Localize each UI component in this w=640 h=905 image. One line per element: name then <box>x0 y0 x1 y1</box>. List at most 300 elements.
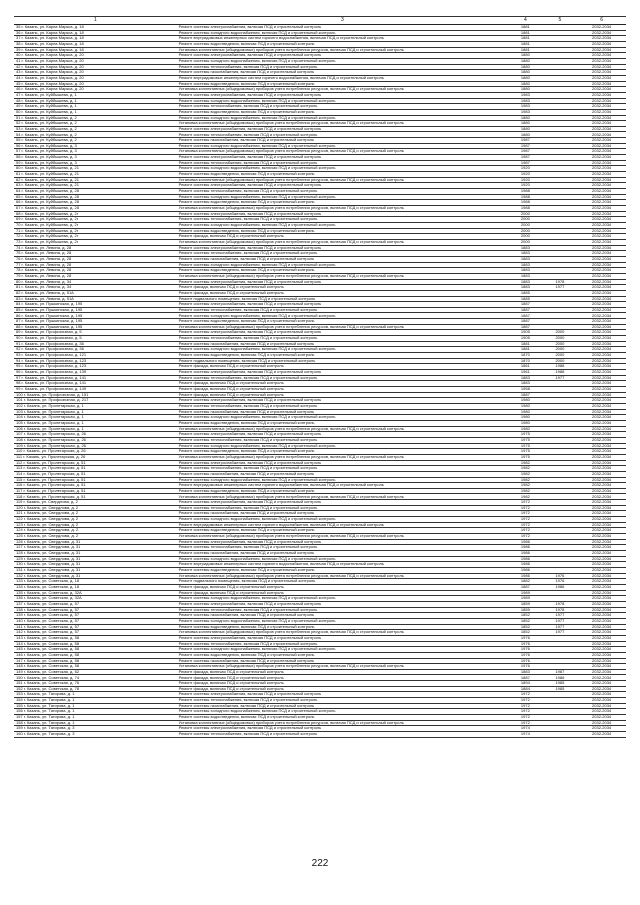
row-year-built: 1883 <box>508 273 543 279</box>
row-address: 77 г. Казань, ул. Левина, д. 28 <box>14 262 177 268</box>
column-number-row <box>14 17 626 25</box>
row-year-built: 1988 <box>508 206 543 212</box>
row-period: 2032-2034 <box>577 392 626 398</box>
row-address: 103 г. Казань, ул. Пролетарская, д. 1 <box>14 409 177 415</box>
row-year-built: 1982 <box>508 488 543 494</box>
row-address: 55 г. Казань, ул. Куйбышева, д. 2 <box>14 138 177 144</box>
row-address: 97 г. Казань, ул. Профсоюзная, д. 141 <box>14 375 177 381</box>
row-work-type: Ремонт системы электроснабжения, включая ПСД и строительный контроль <box>177 211 508 217</box>
row-period: 2032-2034 <box>577 104 626 110</box>
row-address: 150 г. Казань, ул. Советская, д. 74 <box>14 675 177 681</box>
row-address: 108 г. Казань, ул. Пролетарская, д. 26 <box>14 437 177 443</box>
row-work-type: Установка коллективных (общедомовых) приборов учета потребления ресурсов, включая ПСД и строительный контроль <box>177 454 508 460</box>
row-address: 45 г. Казань, ул. Карла Маркса, д. 20 <box>14 81 177 87</box>
row-year-built: 1972 <box>508 528 543 534</box>
row-year-built: 1883 <box>508 245 543 251</box>
row-period: 2032-2034 <box>577 172 626 178</box>
row-work-type: Ремонт системы холодного водоснабжения, включая ПСД и строительный контроль <box>177 194 508 200</box>
row-year-built: 1983 <box>508 104 543 110</box>
row-work-type: Ремонт системы холодного водоснабжения, включая ПСД и строительный контроль <box>177 166 508 172</box>
row-year-built: 1859 <box>508 601 543 607</box>
row-year-built: 1880 <box>508 87 543 93</box>
row-address: 110 г. Казань, ул. Пролетарская, д. 26 <box>14 449 177 455</box>
row-address: 160 г. Казань, ул. Тагирова, д. 3 <box>14 732 177 738</box>
row-work-type: Установка коллективных (общедомовых) приборов учета потребления ресурсов, включая ПСД и строительный контроль <box>177 87 508 93</box>
row-period: 2032-2034 <box>577 601 626 607</box>
row-address: 107 г. Казань, ул. Пролетарская, д. 26 <box>14 432 177 438</box>
row-work-type: Ремонт системы водоотведения, включая ПСД и строительный контроль <box>177 488 508 494</box>
row-address: 157 г. Казань, ул. Тагирова, д. 1 <box>14 715 177 721</box>
row-year-built: 1887 <box>508 319 543 325</box>
row-overhaul-year: 2000 <box>543 353 578 359</box>
row-work-type: Ремонт фасада, включая ПСД и строительный контроль <box>177 590 508 596</box>
row-year-built: 1975 <box>508 443 543 449</box>
row-year-built: 1958 <box>508 387 543 393</box>
row-work-type: Ремонт системы теплоснабжения, включая ПСД и строительный контроль <box>177 545 508 551</box>
row-year-built: 1880 <box>508 81 543 87</box>
row-year-built: 1883 <box>508 256 543 262</box>
row-year-built: 1987 <box>508 143 543 149</box>
row-work-type: Ремонт системы электроснабжения, включая ПСД и строительный контроль <box>177 398 508 404</box>
row-work-type: Ремонт системы газоснабжения, включая ПСД и строительный контроль <box>177 613 508 619</box>
row-address: 70 г. Казань, ул. Куйбышева, д. 2г <box>14 222 177 228</box>
row-year-built: 1887 <box>508 584 543 590</box>
row-year-built: 1972 <box>508 511 543 517</box>
row-address: 59 г. Казань, ул. Куйбышева, д. 3 <box>14 160 177 166</box>
row-address: 122 г. Казань, ул. Свердлова, д. 2 <box>14 517 177 523</box>
row-year-built: 1881 <box>508 36 543 42</box>
row-work-type: Ремонт системы электроснабжения, включая ПСД и строительный контроль <box>177 126 508 132</box>
row-year-built: 1982 <box>508 460 543 466</box>
row-year-built: 1880 <box>508 115 543 121</box>
row-period: 2032-2034 <box>577 245 626 251</box>
row-period: 2032-2034 <box>577 505 626 511</box>
row-year-built: 1881 <box>508 341 543 347</box>
row-address: 139 г. Казань, ул. Советская, д. 57 <box>14 613 177 619</box>
row-work-type: Установка коллективных (общедомовых) приборов учета потребления ресурсов, включая ПСД и строительный контроль <box>177 206 508 212</box>
row-address: 48 г. Казань, ул. Куйбышева, д. 1 <box>14 98 177 104</box>
row-work-type: Ремонт внутридомовых инженерных систем горячего водоснабжения, включая ПСД и строительный контроль <box>177 562 508 568</box>
row-period: 2032-2034 <box>577 92 626 98</box>
row-period: 2032-2034 <box>577 353 626 359</box>
row-period: 2032-2034 <box>577 613 626 619</box>
row-period: 2032-2034 <box>577 189 626 195</box>
row-period: 2032-2034 <box>577 81 626 87</box>
row-address: 44 г. Казань, ул. Карла Маркса, д. 20 <box>14 75 177 81</box>
row-year-built: 1975 <box>508 432 543 438</box>
row-address: 68 г. Казань, ул. Куйбышева, д. 2г <box>14 211 177 217</box>
row-work-type: Ремонт системы водоотведения, включая ПСД и строительный контроль <box>177 353 508 359</box>
row-work-type: Ремонт системы газоснабжения, включая ПСД и строительный контроль <box>177 511 508 517</box>
row-period: 2032-2034 <box>577 41 626 47</box>
row-address: 112 г. Казань, ул. Пролетарская, д. 51 <box>14 460 177 466</box>
row-period: 2032-2034 <box>577 262 626 268</box>
row-work-type: Установка коллективных (общедомовых) приборов учета потребления ресурсов, включая ПСД и строительный контроль <box>177 177 508 183</box>
row-overhaul-year: 1985 <box>543 686 578 692</box>
row-period: 2032-2034 <box>577 466 626 472</box>
row-period: 2032-2034 <box>577 251 626 257</box>
row-period: 2032-2034 <box>577 217 626 223</box>
row-work-type: Ремонт фасада, включая ПСД и строительный контроль <box>177 387 508 393</box>
row-period: 2032-2034 <box>577 47 626 53</box>
row-address: 148 г. Казань, ул. Советская, д. 58 <box>14 664 177 670</box>
row-work-type: Ремонт фасада, включая ПСД и строительный контроль <box>177 234 508 240</box>
row-work-type: Ремонт системы водоотведения, включая ПСД и строительный контроль <box>177 81 508 87</box>
row-period: 2032-2034 <box>577 494 626 500</box>
row-address: 94 г. Казань, ул. Профсоюзная, д. 123 <box>14 358 177 364</box>
row-address: 99 г. Казань, ул. Профсоюзная, д. 149 <box>14 387 177 393</box>
row-work-type: Ремонт фасада, включая ПСД и строительный контроль <box>177 381 508 387</box>
row-year-built: 1983 <box>508 98 543 104</box>
row-work-type: Ремонт системы электроснабжения, включая ПСД и строительный контроль <box>177 692 508 698</box>
row-address: 119 г. Казань, ул. Свердлова, д. 2 <box>14 500 177 506</box>
row-period: 2032-2034 <box>577 517 626 523</box>
row-address: 96 г. Казань, ул. Профсоюзная, д. 139 <box>14 370 177 376</box>
row-period: 2032-2034 <box>577 539 626 545</box>
row-period: 2032-2034 <box>577 534 626 540</box>
row-year-built: 1988 <box>508 194 543 200</box>
row-period: 2032-2034 <box>577 200 626 206</box>
row-address: 111 г. Казань, ул. Пролетарская, д. 26 <box>14 454 177 460</box>
row-period: 2032-2034 <box>577 528 626 534</box>
row-overhaul-year: 2000 <box>543 347 578 353</box>
row-period: 2032-2034 <box>577 584 626 590</box>
row-period: 2032-2034 <box>577 403 626 409</box>
row-address: 102 г. Казань, ул. Пролетарская, д. 1 <box>14 403 177 409</box>
row-period: 2032-2034 <box>577 720 626 726</box>
row-address: 60 г. Казань, ул. Куйбышева, д. 21 <box>14 166 177 172</box>
row-address: 120 г. Казань, ул. Свердлова, д. 2 <box>14 505 177 511</box>
row-year-built: 1887 <box>508 324 543 330</box>
row-work-type: Установка коллективных (общедомовых) приборов учета потребления ресурсов, включая ПСД и строительный контроль <box>177 720 508 726</box>
row-address: 37 г. Казань, ул. Карла Маркса, д. 18 <box>14 36 177 42</box>
row-address: 130 г. Казань, ул. Свердлова, д. 31 <box>14 562 177 568</box>
row-work-type: Ремонт системы водоотведения, включая ПСД и строительный контроль <box>177 41 508 47</box>
row-address: 129 г. Казань, ул. Свердлова, д. 31 <box>14 556 177 562</box>
row-address: 137 г. Казань, ул. Советская, д. 57 <box>14 601 177 607</box>
row-work-type: Ремонт системы холодного водоснабжения, включая ПСД и строительный контроль <box>177 98 508 104</box>
row-address: 80 г. Казань, ул. Левина, д. 34 <box>14 279 177 285</box>
row-year-built: 1852 <box>508 630 543 636</box>
row-period: 2032-2034 <box>577 194 626 200</box>
table-header <box>14 17 626 25</box>
row-work-type: Ремонт системы водоотведения, включая ПСД и строительный контроль <box>177 715 508 721</box>
row-work-type: Ремонт системы газоснабжения, включая ПСД и строительный контроль <box>177 70 508 76</box>
row-work-type: Ремонт системы теплоснабжения, включая ПСД и строительный контроль <box>177 466 508 472</box>
row-year-built: 1882 <box>508 579 543 585</box>
row-year-built: 1972 <box>508 709 543 715</box>
row-year-built: 1883 <box>508 375 543 381</box>
row-period: 2032-2034 <box>577 302 626 308</box>
row-work-type: Установка коллективных (общедомовых) приборов учета потребления ресурсов, включая ПСД и строительный контроль <box>177 426 508 432</box>
row-work-type: Ремонт системы водоотведения, включая ПСД и строительный контроль <box>177 109 508 115</box>
row-year-built: 1881 <box>508 347 543 353</box>
row-year-built: 1986 <box>508 539 543 545</box>
row-year-built: 1885 <box>508 290 543 296</box>
row-period: 2032-2034 <box>577 471 626 477</box>
row-year-built: 1982 <box>508 471 543 477</box>
row-year-built: 1976 <box>508 635 543 641</box>
row-year-built: 1905 <box>508 336 543 342</box>
row-period: 2032-2034 <box>577 330 626 336</box>
column-number-1: 1 <box>14 17 177 25</box>
row-year-built: 1859 <box>508 607 543 613</box>
row-year-built: 1975 <box>508 449 543 455</box>
row-work-type: Ремонт системы холодного водоснабжения, включая ПСД и строительный контроль <box>177 262 508 268</box>
row-address: 84 г. Казань, ул. Пушкинская, д. 195 <box>14 302 177 308</box>
row-work-type: Ремонт системы теплоснабжения, включая ПСД и строительный контроль <box>177 607 508 613</box>
row-period: 2032-2034 <box>577 726 626 732</box>
row-work-type: Ремонт системы холодного водоснабжения, включая ПСД и строительный контроль <box>177 647 508 653</box>
row-year-built: 1972 <box>508 720 543 726</box>
row-work-type: Ремонт системы электроснабжения, включая ПСД и строительный контроль <box>177 245 508 251</box>
row-address: 86 г. Казань, ул. Пушкинская, д. 195 <box>14 313 177 319</box>
row-address: 155 г. Казань, ул. Тагирова, д. 1 <box>14 703 177 709</box>
row-work-type: Ремонт системы холодного водоснабжения, включая ПСД и строительный контроль <box>177 30 508 36</box>
row-address: 138 г. Казань, ул. Советская, д. 57 <box>14 607 177 613</box>
row-year-built: 1972 <box>508 715 543 721</box>
row-address: 98 г. Казань, ул. Профсоюзная, д. 141 <box>14 381 177 387</box>
row-year-built: 1980 <box>508 415 543 421</box>
row-period: 2032-2034 <box>577 398 626 404</box>
row-year-built: 1894 <box>508 681 543 687</box>
row-work-type: Ремонт системы водоотведения, включая ПСД и строительный контроль <box>177 449 508 455</box>
row-work-type: Установка коллективных (общедомовых) приборов учета потребления ресурсов, включая ПСД и строительный контроль <box>177 573 508 579</box>
row-address: 58 г. Казань, ул. Куйбышева, д. 3 <box>14 155 177 161</box>
row-address: 146 г. Казань, ул. Советская, д. 58 <box>14 652 177 658</box>
row-year-built: 1980 <box>508 420 543 426</box>
row-address: 140 г. Казань, ул. Советская, д. 57 <box>14 618 177 624</box>
row-period: 2032-2034 <box>577 562 626 568</box>
row-overhaul-year: 1977 <box>543 613 578 619</box>
row-address: 126 г. Казань, ул. Свердлова, д. 31 <box>14 539 177 545</box>
row-address: 159 г. Казань, ул. Тагирова, д. 3 <box>14 726 177 732</box>
row-period: 2032-2034 <box>577 143 626 149</box>
row-work-type: Ремонт фасада, включая ПСД и строительный контроль <box>177 285 508 291</box>
row-work-type: Ремонт фасада, включая ПСД и строительный контроль <box>177 392 508 398</box>
row-work-type: Ремонт системы электроснабжения, включая ПСД и строительный контроль <box>177 302 508 308</box>
row-overhaul-year: 1986 <box>543 675 578 681</box>
row-period: 2032-2034 <box>577 556 626 562</box>
row-address: 72 г. Казань, ул. Куйбышева, д. 2г <box>14 234 177 240</box>
row-address: 41 г. Казань, ул. Карла Маркса, д. 20 <box>14 58 177 64</box>
row-year-built: 1880 <box>508 126 543 132</box>
row-address: 149 г. Казань, ул. Советская, д. 62 <box>14 669 177 675</box>
row-overhaul-year <box>543 732 578 738</box>
row-address: 66 г. Казань, ул. Куйбышева, д. 28 <box>14 200 177 206</box>
row-year-built: 1975 <box>508 454 543 460</box>
row-year-built: 1852 <box>508 624 543 630</box>
row-work-type: Ремонт внутридомовых инженерных систем горячего водоснабжения, включая ПСД и строительный контроль <box>177 522 508 528</box>
row-overhaul-year: 1986 <box>543 584 578 590</box>
row-address: 106 г. Казань, ул. Пролетарская, д. 1 <box>14 426 177 432</box>
row-overhaul-year: 2000 <box>543 358 578 364</box>
row-work-type: Ремонт фасада, включая ПСД и строительный контроль <box>177 681 508 687</box>
row-period: 2032-2034 <box>577 358 626 364</box>
row-overhaul-year: 2000 <box>543 341 578 347</box>
row-overhaul-year: 1985 <box>543 681 578 687</box>
row-period: 2032-2034 <box>577 669 626 675</box>
row-period: 2032-2034 <box>577 87 626 93</box>
row-year-built: 1861 <box>508 364 543 370</box>
row-overhaul-year: 1976 <box>543 573 578 579</box>
row-address: 40 г. Казань, ул. Карла Маркса, д. 20 <box>14 53 177 59</box>
row-year-built: 1989 <box>508 590 543 596</box>
row-period: 2032-2034 <box>577 568 626 574</box>
row-year-built: 1920 <box>508 172 543 178</box>
row-work-type: Ремонт системы водоотведения, включая ПСД и строительный контроль <box>177 268 508 274</box>
row-work-type: Ремонт подвального помещения, включая ПСД и строительный контроль <box>177 579 508 585</box>
row-year-built: 1980 <box>508 398 543 404</box>
row-overhaul-year: 1978 <box>543 601 578 607</box>
row-work-type: Установка коллективных (общедомовых) приборов учета потребления ресурсов, включая ПСД и строительный контроль <box>177 534 508 540</box>
row-overhaul-year: 1976 <box>543 579 578 585</box>
row-year-built: 1881 <box>508 41 543 47</box>
row-year-built: 1885 <box>508 296 543 302</box>
row-year-built: 1852 <box>508 618 543 624</box>
row-address: 92 г. Казань, ул. Профсоюзная, д. 36 <box>14 347 177 353</box>
row-period: 2032-2034 <box>577 460 626 466</box>
row-work-type: Установка коллективных (общедомовых) приборов учета потребления ресурсов, включая ПСД и строительный контроль <box>177 121 508 127</box>
row-period: 2032-2034 <box>577 53 626 59</box>
row-period: 2032-2034 <box>577 675 626 681</box>
row-year-built: 1905 <box>508 330 543 336</box>
row-period: 2032-2034 <box>577 488 626 494</box>
row-period: 2032-2034 <box>577 658 626 664</box>
row-work-type: Ремонт системы электроснабжения, включая ПСД и строительный контроль <box>177 155 508 161</box>
row-work-type: Установка коллективных (общедомовых) приборов учета потребления ресурсов, включая ПСД и строительный контроль <box>177 273 508 279</box>
row-year-built: 1884 <box>508 686 543 692</box>
row-period: 2032-2034 <box>577 132 626 138</box>
row-year-built: 1982 <box>508 477 543 483</box>
row-period: 2032-2034 <box>577 381 626 387</box>
row-period: 2032-2034 <box>577 624 626 630</box>
row-work-type: Ремонт подвального помещения, включая ПСД и строительный контроль <box>177 358 508 364</box>
row-period: 2032-2034 <box>577 511 626 517</box>
row-overhaul-year: 2000 <box>543 336 578 342</box>
overhaul-program-table <box>14 16 626 738</box>
row-period: 2032-2034 <box>577 211 626 217</box>
row-work-type: Ремонт системы теплоснабжения, включая ПСД и строительный контроль <box>177 104 508 110</box>
row-year-built: 1972 <box>508 698 543 704</box>
row-period: 2032-2034 <box>577 285 626 291</box>
row-year-built: 1982 <box>508 494 543 500</box>
row-address: 90 г. Казань, ул. Профсоюзная, д. 5 <box>14 336 177 342</box>
row-year-built: 1972 <box>508 517 543 523</box>
row-year-built: 1986 <box>508 551 543 557</box>
row-work-type: Ремонт системы водоотведения, включая ПСД и строительный контроль <box>177 652 508 658</box>
row-period: 2032-2034 <box>577 686 626 692</box>
row-address: 39 г. Казань, ул. Карла Маркса, д. 18 <box>14 47 177 53</box>
row-address: 67 г. Казань, ул. Куйбышева, д. 28 <box>14 206 177 212</box>
row-address: 95 г. Казань, ул. Профсоюзная, д. 123 <box>14 364 177 370</box>
row-address: 74 г. Казань, ул. Левина, д. 28 <box>14 245 177 251</box>
row-period: 2032-2034 <box>577 545 626 551</box>
row-address: 113 г. Казань, ул. Пролетарская, д. 51 <box>14 466 177 472</box>
row-work-type: Ремонт системы холодного водоснабжения, включая ПСД и строительный контроль <box>177 709 508 715</box>
row-address: 76 г. Казань, ул. Левина, д. 28 <box>14 256 177 262</box>
row-work-type: Ремонт системы холодного водоснабжения, включая ПСД и строительный контроль <box>177 618 508 624</box>
row-year-built: 1883 <box>508 262 543 268</box>
row-work-type: Ремонт системы водоотведения, включая ПСД и строительный контроль <box>177 420 508 426</box>
row-year-built: 1881 <box>508 47 543 53</box>
row-year-built: 1976 <box>508 658 543 664</box>
row-period: 2032-2034 <box>577 313 626 319</box>
row-work-type: Ремонт внутридомовых инженерных систем горячего водоснабжения, включая ПСД и строительный контроль <box>177 483 508 489</box>
row-address: 61 г. Казань, ул. Куйбышева, д. 21 <box>14 172 177 178</box>
row-period: 2032-2034 <box>577 70 626 76</box>
row-period: 2032-2034 <box>577 432 626 438</box>
row-year-built: 1986 <box>508 573 543 579</box>
row-work-type: Ремонт системы водоотведения, включая ПСД и строительный контроль <box>177 528 508 534</box>
row-year-built: 1883 <box>508 381 543 387</box>
row-overhaul-year: 1977 <box>543 624 578 630</box>
row-work-type: Ремонт системы газоснабжения, включая ПСД и строительный контроль <box>177 658 508 664</box>
row-address: 78 г. Казань, ул. Левина, д. 28 <box>14 268 177 274</box>
row-address: 43 г. Казань, ул. Карла Маркса, д. 20 <box>14 70 177 76</box>
row-period: 2032-2034 <box>577 296 626 302</box>
row-address: 127 г. Казань, ул. Свердлова, д. 31 <box>14 545 177 551</box>
row-year-built: 1870 <box>508 353 543 359</box>
row-overhaul-year: 1978 <box>543 607 578 613</box>
row-work-type: Ремонт системы холодного водоснабжения, включая ПСД и строительный контроль <box>177 222 508 228</box>
row-work-type: Ремонт системы газоснабжения, включая ПСД и строительный контроль <box>177 341 508 347</box>
row-year-built: 1975 <box>508 437 543 443</box>
row-year-built: 1980 <box>508 426 543 432</box>
row-period: 2032-2034 <box>577 160 626 166</box>
row-address: 93 г. Казань, ул. Профсоюзная, д. 121 <box>14 353 177 359</box>
row-year-built: 1883 <box>508 268 543 274</box>
row-address: 145 г. Казань, ул. Советская, д. 58 <box>14 647 177 653</box>
row-address: 125 г. Казань, ул. Свердлова, д. 2 <box>14 534 177 540</box>
row-year-built: 1880 <box>508 58 543 64</box>
row-work-type: Ремонт системы электроснабжения, включая ПСД и строительный контроль <box>177 726 508 732</box>
row-period: 2032-2034 <box>577 228 626 234</box>
row-year-built: 1870 <box>508 358 543 364</box>
row-year-built: 1983 <box>508 109 543 115</box>
row-year-built: 1987 <box>508 149 543 155</box>
row-year-built: 1972 <box>508 505 543 511</box>
row-year-built: 2000 <box>508 222 543 228</box>
row-period: 2032-2034 <box>577 415 626 421</box>
row-year-built: 2000 <box>508 239 543 245</box>
row-year-built: 1987 <box>508 160 543 166</box>
row-year-built: 1880 <box>508 75 543 81</box>
row-period: 2032-2034 <box>577 319 626 325</box>
row-year-built: 1989 <box>508 596 543 602</box>
row-year-built: 1880 <box>508 53 543 59</box>
row-work-type: Ремонт системы теплоснабжения, включая ПСД и строительный контроль <box>177 375 508 381</box>
row-work-type: Ремонт системы холодного водоснабжения, включая ПСД и строительный контроль <box>177 347 508 353</box>
row-overhaul-year: 2000 <box>543 330 578 336</box>
row-period: 2032-2034 <box>577 183 626 189</box>
row-period: 2032-2034 <box>577 500 626 506</box>
row-period: 2032-2034 <box>577 732 626 738</box>
row-address: 151 г. Казань, ул. Советская, д. 76 <box>14 681 177 687</box>
row-year-built: 1988 <box>508 189 543 195</box>
row-address: 156 г. Казань, ул. Тагирова, д. 1 <box>14 709 177 715</box>
row-address: 63 г. Казань, ул. Куйбышева, д. 21 <box>14 183 177 189</box>
row-period: 2032-2034 <box>577 268 626 274</box>
row-work-type: Ремонт системы теплоснабжения, включая ПСД и строительный контроль <box>177 437 508 443</box>
row-work-type: Ремонт системы электроснабжения, включая ПСД и строительный контроль <box>177 635 508 641</box>
row-period: 2032-2034 <box>577 239 626 245</box>
row-address: 142 г. Казань, ул. Советская, д. 57 <box>14 630 177 636</box>
row-year-built: 1887 <box>508 307 543 313</box>
row-address: 46 г. Казань, ул. Карла Маркса, д. 20 <box>14 87 177 93</box>
row-year-built: 1987 <box>508 138 543 144</box>
row-year-built: 1852 <box>508 613 543 619</box>
